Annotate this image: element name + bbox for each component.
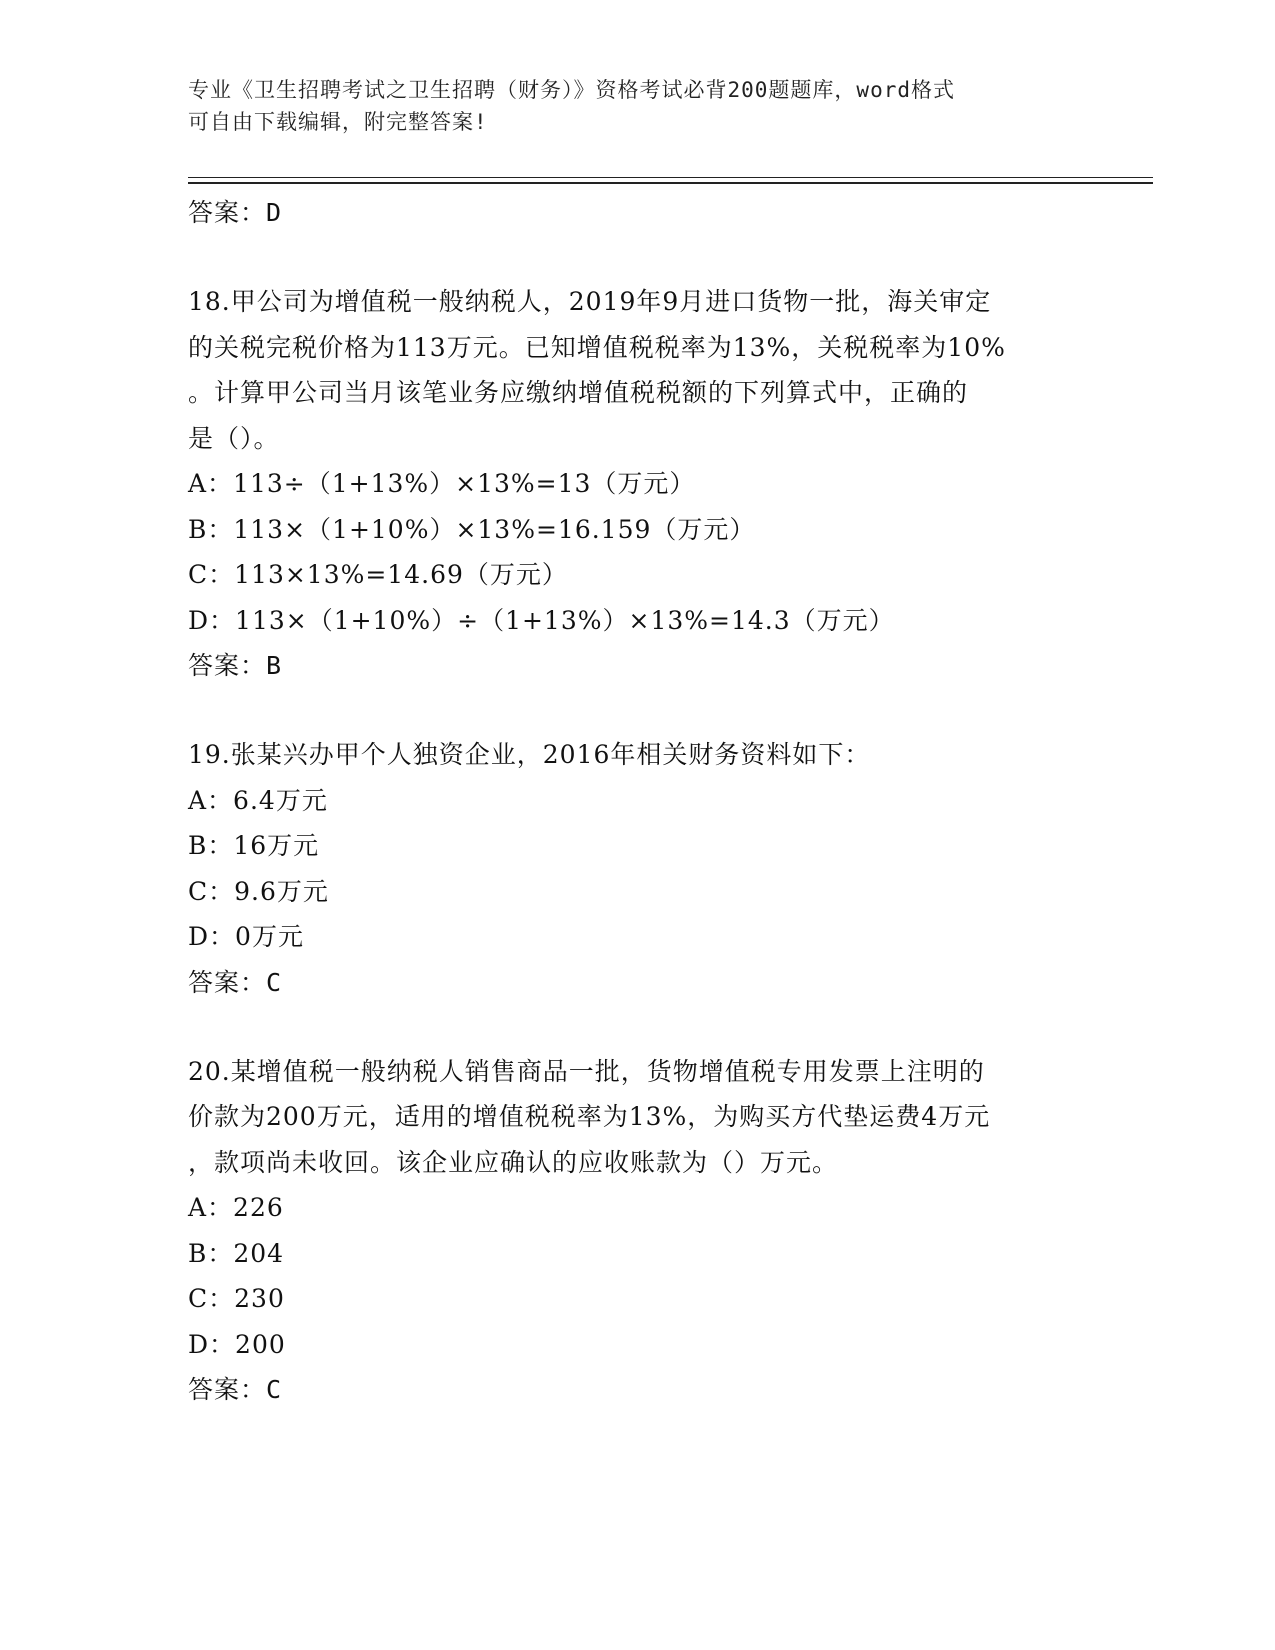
question-text-line: 19.张某兴办甲个人独资企业，2016年相关财务资料如下：	[188, 740, 871, 769]
header-line-1: 专业《卫生招聘考试之卫生招聘（财务）》资格考试必背200题题库，word格式	[188, 78, 955, 102]
header-divider-thin	[188, 177, 1153, 178]
header-line-2: 可自由下载编辑，附完整答案!	[188, 110, 488, 134]
option-a: A：113÷（1+13%）×13%=13（万元）	[188, 469, 696, 498]
question-18	[188, 279, 1088, 688]
document-body	[188, 190, 1088, 1412]
question-text-line: 。计算甲公司当月该笔业务应缴纳增值税税额的下列算式中，正确的	[188, 378, 969, 407]
option-d: D：200	[188, 1329, 286, 1359]
question-20	[188, 1049, 1088, 1413]
document-header	[188, 74, 1088, 138]
question-text-line: 18.甲公司为增值税一般纳税人，2019年9月进口货物一批，海关审定	[188, 287, 992, 316]
option-b: B：16万元	[188, 831, 320, 860]
question-text-line: 是（）。	[188, 423, 280, 453]
option-c: C：113×13%=14.69（万元）	[188, 560, 568, 589]
option-a: A：226	[188, 1193, 284, 1222]
option-b: B：113×（1+10%）×13%=16.159（万元）	[188, 514, 756, 544]
answer-previous: 答案：D	[188, 198, 283, 227]
question-text-line: 价款为200万元，适用的增值税税率为13%，为购买方代垫运费4万元	[188, 1102, 991, 1131]
question-text-line: ，款项尚未收回。该企业应确认的应收账款为（）万元。	[188, 1147, 839, 1177]
question-text-line: 的关税完税价格为113万元。已知增值税税率为13%，关税税率为10%	[188, 332, 1006, 362]
option-c: C：230	[188, 1284, 285, 1313]
option-c: C：9.6万元	[188, 876, 329, 906]
option-a: A：6.4万元	[188, 785, 328, 815]
question-19	[188, 732, 1088, 1005]
option-d: D：0万元	[188, 922, 304, 951]
option-d: D：113×（1+10%）÷（1+13%）×13%=14.3（万元）	[188, 605, 895, 635]
header-divider-thick	[188, 182, 1153, 184]
answer-19: 答案：C	[188, 967, 283, 997]
question-text-line: 20.某增值税一般纳税人销售商品一批，货物增值税专用发票上注明的	[188, 1056, 985, 1086]
answer-20: 答案：C	[188, 1375, 283, 1404]
answer-18: 答案：B	[188, 651, 283, 680]
option-b: B：204	[188, 1238, 285, 1268]
